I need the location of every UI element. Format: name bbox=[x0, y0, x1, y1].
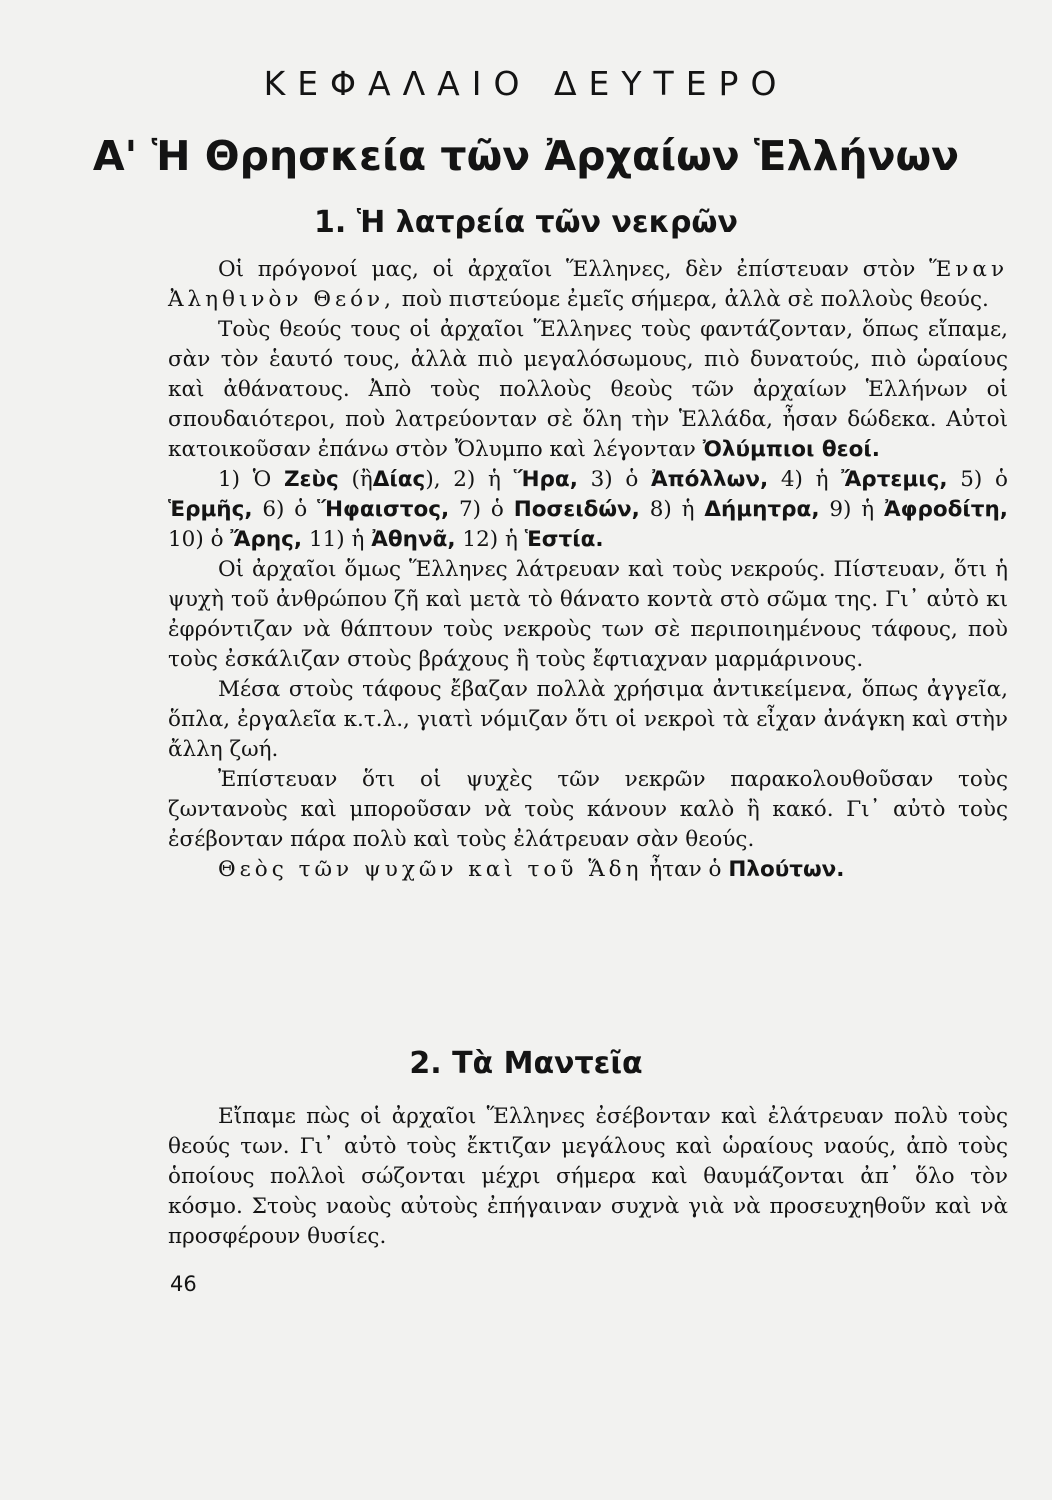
page-number: 46 bbox=[170, 1272, 197, 1296]
section-heading-2: 2. Τὰ Μαντεῖα bbox=[409, 1046, 643, 1081]
section-2-body bbox=[168, 1102, 1008, 1252]
paragraph: Οἱ ἀρχαῖοι ὅμως Ἕλληνες λάτρευαν καὶ τοὺς νεκρούς. Πίστευαν, ὅτι ἡ ψυχὴ τοῦ ἀνθρώπου ζῆ καὶ μετὰ τὸ θάνατο κοντὰ στὸ σῶμα της. Γι᾽ αὐτὸ κι ἐφρόντιζαν νὰ θάπτουν τοὺς νεκροὺς των σὲ περιποιημένους τάφους, ποὺ τοὺς ἐσκάλιζαν στοὺς βράχους ἢ τοὺς ἔφτιαχναν μαρμάρινους. bbox=[168, 557, 1008, 672]
chapter-label: ΚΕΦΑΛΑΙΟ ΔΕΥΤΕΡΟ bbox=[263, 64, 789, 103]
paragraph: Τοὺς θεούς τους οἱ ἀρχαῖοι Ἕλληνες τοὺς φαντάζονταν, ὅπως εἴπαμε, σὰν τὸν ἑαυτό τους, ἀλλὰ πιὸ μεγαλόσωμους, πιὸ δυνατούς, πιὸ ὡραίους καὶ ἀθάνατους. Ἀπὸ τοὺς πολλοὺς θεοὺς τῶν ἀρχαίων Ἑλλήνων οἱ σπουδαιότεροι, ποὺ λατρεύονταν σὲ ὅλη τὴν Ἑλλάδα, ἦσαν δώδεκα. Αὐτοὶ κατοικοῦσαν ἐπάνω στὸν Ὄλυμπο καὶ λέγονταν Ὀλύμπιοι θεοί. bbox=[168, 317, 1008, 462]
paragraph: Εἴπαμε πὼς οἱ ἀρχαῖοι Ἕλληνες ἐσέβονταν καὶ ἐλάτρευαν πολὺ τοὺς θεούς των. Γι᾽ αὐτὸ τοὺς ἔκτιζαν μεγάλους καὶ ὡραίους ναούς, ἀπὸ τοὺς ὁποίους πολλοὶ σώζονται μέχρι σήμερα καὶ θαυμάζονται ἀπ᾽ ὅλο τὸν κόσμο. Στοὺς ναοὺς αὐτοὺς ἐπήγαιναν συχνὰ γιὰ νὰ προσευχηθοῦν καὶ νὰ προσφέρουν θυσίες. bbox=[168, 1104, 1008, 1249]
paragraph: Ἐπίστευαν ὅτι οἱ ψυχὲς τῶν νεκρῶν παρακολουθοῦσαν τοὺς ζωντανοὺς καὶ μποροῦσαν νὰ τοὺς κάνουν καλὸ ἢ κακό. Γι᾽ αὐτὸ τοὺς ἐσέβονταν πάρα πολὺ καὶ τοὺς ἐλάτρευαν σὰν θεούς. bbox=[168, 767, 1008, 852]
page-title: Α' Ἡ Θρησκεία τῶν Ἀρχαίων Ἑλλήνων bbox=[92, 132, 960, 180]
paragraph: Οἱ πρόγονοί μας, οἱ ἀρχαῖοι Ἕλληνες, δὲν ἐπίστευαν στὸν Ἕναν Ἀληθινὸν Θεόν, ποὺ πιστεύομε ἐμεῖς σήμερα, ἀλλὰ σὲ πολλοὺς θεούς. bbox=[168, 257, 1009, 312]
section-heading-1: 1. Ἡ λατρεία τῶν νεκρῶν bbox=[314, 205, 738, 240]
paragraph: Θεὸς τῶν ψυχῶν καὶ τοῦ Ἅδη ἦταν ὁ Πλούτων. bbox=[218, 857, 845, 882]
section-1-body bbox=[168, 255, 1008, 885]
paragraph: Μέσα στοὺς τάφους ἔβαζαν πολλὰ χρήσιμα ἀντικείμενα, ὅπως ἀγγεῖα, ὅπλα, ἐργαλεῖα κ.τ.λ., γιατὶ νόμιζαν ὅτι οἱ νεκροὶ τὰ εἶχαν ἀνάγκη καὶ στὴν ἄλλη ζωή. bbox=[168, 677, 1008, 762]
gods-list: 1) Ὁ Ζεὺς (ἢΔίας), 2) ἡ Ἥρα, 3) ὁ Ἀπόλλων, 4) ἡ Ἄρτεμις, 5) ὁ Ἑρμῆς, 6) ὁ Ἥφαιστος, 7) ὁ Ποσειδών, 8) ἡ Δήμητρα, 9) ἡ Ἀφροδίτη, 10) ὁ Ἄρης, 11) ἡ Ἀθηνᾶ, 12) ἡ Ἑστία. bbox=[168, 467, 1008, 552]
